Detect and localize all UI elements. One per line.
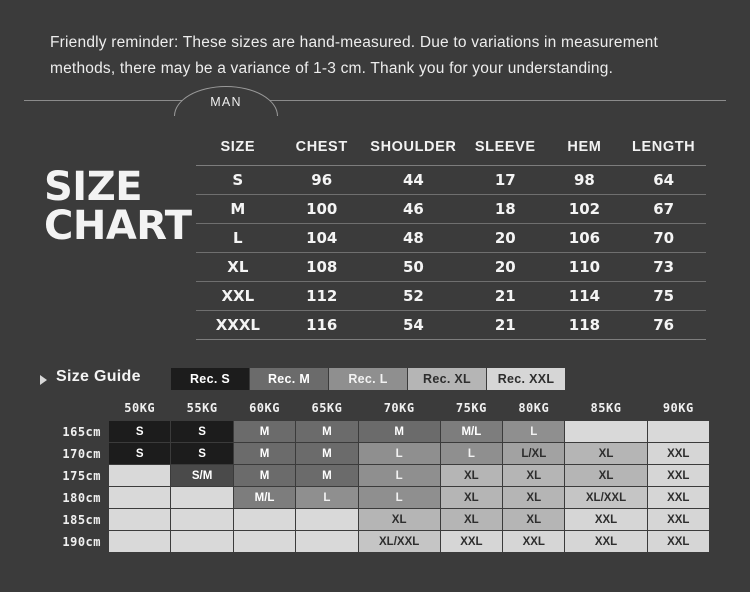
- cell-shoulder: 46: [364, 195, 463, 224]
- measurements-table-body: [196, 166, 706, 340]
- size-recommendation-cell: XL: [358, 509, 440, 531]
- cell-length: 67: [621, 195, 706, 224]
- size-recommendation-cell: XL: [440, 487, 502, 509]
- size-guide-title: Size Guide: [56, 368, 141, 385]
- rec-chip: Rec. XL: [408, 368, 486, 390]
- table-row: [196, 166, 706, 195]
- table-header-row: [196, 133, 706, 166]
- page-title: [44, 164, 204, 250]
- column-header-sleeve: SLEEVE: [463, 133, 548, 166]
- size-recommendation-cell: M/L: [233, 487, 295, 509]
- cell-length: 73: [621, 253, 706, 282]
- cell-sleeve: 18: [463, 195, 548, 224]
- size-recommendation-cell: L/XL: [503, 443, 565, 465]
- size-recommendation-cell: XL: [565, 465, 647, 487]
- cell-chest: 96: [280, 166, 364, 195]
- weight-height-grid: [40, 400, 710, 553]
- page-title-line2: CHART: [44, 203, 192, 250]
- size-guide-header: [40, 368, 720, 393]
- size-recommendation-cell: [233, 509, 295, 531]
- height-row-header: 185cm: [62, 512, 101, 527]
- cell-size: S: [196, 166, 280, 195]
- grid-row: [40, 531, 710, 553]
- size-recommendation-cell: XXL: [647, 509, 709, 531]
- weight-header-row: [40, 400, 710, 421]
- size-recommendation-cell: L: [358, 487, 440, 509]
- cell-hem: 110: [548, 253, 622, 282]
- cell-hem: 102: [548, 195, 622, 224]
- size-recommendation-cell: M: [296, 421, 358, 443]
- cell-hem: 114: [548, 282, 622, 311]
- column-header-shoulder: SHOULDER: [364, 133, 463, 166]
- size-recommendation-cell: S: [109, 421, 171, 443]
- size-recommendation-cell: XL: [503, 487, 565, 509]
- size-recommendation-cell: M/L: [440, 421, 502, 443]
- size-recommendation-cell: S/M: [171, 465, 233, 487]
- height-row-header: 175cm: [62, 468, 101, 483]
- triangle-arrow-icon: [40, 375, 47, 385]
- size-recommendation-cell: S: [109, 443, 171, 465]
- recommendation-legend: [171, 368, 566, 390]
- size-recommendation-cell: S: [171, 421, 233, 443]
- height-row-header: 170cm: [62, 446, 101, 461]
- cell-chest: 116: [280, 311, 364, 340]
- grid-row: [40, 443, 710, 465]
- size-recommendation-cell: [171, 509, 233, 531]
- size-recommendation-cell: L: [296, 487, 358, 509]
- weight-column-header: 75KG: [455, 401, 487, 415]
- column-header-size: SIZE: [196, 133, 280, 166]
- size-recommendation-cell: [233, 531, 295, 553]
- size-recommendation-cell: XL/XXL: [358, 531, 440, 553]
- size-recommendation-cell: [647, 421, 709, 443]
- size-recommendation-cell: [109, 509, 171, 531]
- section-divider: [24, 100, 726, 101]
- cell-chest: 108: [280, 253, 364, 282]
- rec-chip: Rec. S: [171, 368, 249, 390]
- cell-sleeve: 17: [463, 166, 548, 195]
- cell-hem: 106: [548, 224, 622, 253]
- cell-length: 75: [621, 282, 706, 311]
- cell-shoulder: 44: [364, 166, 463, 195]
- size-recommendation-cell: L: [358, 465, 440, 487]
- cell-hem: 118: [548, 311, 622, 340]
- size-recommendation-cell: M: [233, 443, 295, 465]
- weight-height-table: [40, 400, 710, 553]
- weight-column-header: 65KG: [311, 401, 343, 415]
- grid-row: [40, 465, 710, 487]
- rec-chip: Rec. L: [329, 368, 407, 390]
- size-recommendation-cell: S: [171, 443, 233, 465]
- weight-column-header: 70KG: [383, 401, 415, 415]
- cell-sleeve: 20: [463, 253, 548, 282]
- cell-shoulder: 48: [364, 224, 463, 253]
- size-recommendation-cell: XXL: [565, 509, 647, 531]
- table-row: [196, 253, 706, 282]
- size-recommendation-cell: XXL: [503, 531, 565, 553]
- size-recommendation-cell: L: [440, 443, 502, 465]
- size-recommendation-cell: M: [233, 421, 295, 443]
- grid-row: [40, 421, 710, 443]
- weight-column-header: 60KG: [249, 401, 280, 415]
- page-title-line1: SIZE: [44, 164, 143, 210]
- height-row-header: 165cm: [62, 424, 101, 439]
- cell-length: 70: [621, 224, 706, 253]
- weight-column-header: 80KG: [518, 401, 550, 415]
- weight-column-header: 90KG: [662, 401, 694, 415]
- measurements-table: [196, 133, 706, 340]
- cell-sleeve: 21: [463, 282, 548, 311]
- size-recommendation-cell: XXL: [647, 531, 709, 553]
- size-recommendation-cell: M: [296, 443, 358, 465]
- height-row-header: 180cm: [62, 490, 101, 505]
- size-recommendation-cell: XL: [565, 443, 647, 465]
- man-label: MAN: [210, 95, 242, 109]
- weight-height-table-body: [40, 421, 710, 553]
- cell-size: XL: [196, 253, 280, 282]
- cell-chest: 112: [280, 282, 364, 311]
- rec-chip: Rec. XXL: [487, 368, 565, 390]
- size-recommendation-cell: XL: [440, 465, 502, 487]
- table-row: [196, 195, 706, 224]
- size-recommendation-cell: M: [358, 421, 440, 443]
- cell-length: 64: [621, 166, 706, 195]
- table-row: [196, 311, 706, 340]
- cell-length: 76: [621, 311, 706, 340]
- cell-shoulder: 50: [364, 253, 463, 282]
- size-recommendation-cell: XXL: [647, 487, 709, 509]
- size-recommendation-cell: [171, 531, 233, 553]
- weight-column-header: 85KG: [590, 401, 622, 415]
- cell-size: M: [196, 195, 280, 224]
- size-recommendation-cell: XL: [503, 465, 565, 487]
- size-recommendation-cell: XXL: [647, 465, 709, 487]
- size-recommendation-cell: [171, 487, 233, 509]
- size-recommendation-cell: [296, 509, 358, 531]
- table-row: [196, 282, 706, 311]
- size-recommendation-cell: M: [296, 465, 358, 487]
- size-recommendation-cell: M: [233, 465, 295, 487]
- grid-row: [40, 487, 710, 509]
- grid-corner-cell: [40, 400, 109, 421]
- cell-chest: 100: [280, 195, 364, 224]
- column-header-chest: CHEST: [280, 133, 364, 166]
- cell-sleeve: 21: [463, 311, 548, 340]
- size-recommendation-cell: [565, 421, 647, 443]
- grid-row: [40, 509, 710, 531]
- size-recommendation-cell: L: [503, 421, 565, 443]
- cell-sleeve: 20: [463, 224, 548, 253]
- size-recommendation-cell: XXL: [565, 531, 647, 553]
- man-category-tab: [174, 86, 278, 116]
- friendly-reminder-text: Friendly reminder: These sizes are hand-measured. Due to variations in measurement methods, there may be a variance of 1-3 cm. Thank you for your understanding.: [50, 34, 658, 77]
- rec-chip: Rec. M: [250, 368, 328, 390]
- table-row: [196, 224, 706, 253]
- weight-column-header: 55KG: [186, 401, 218, 415]
- cell-size: L: [196, 224, 280, 253]
- size-recommendation-cell: L: [358, 443, 440, 465]
- size-recommendation-cell: [296, 531, 358, 553]
- size-recommendation-cell: [109, 465, 171, 487]
- size-recommendation-cell: [109, 531, 171, 553]
- height-row-header: 190cm: [62, 534, 101, 549]
- size-recommendation-cell: XL: [503, 509, 565, 531]
- size-recommendation-cell: XXL: [440, 531, 502, 553]
- size-recommendation-cell: XXL: [647, 443, 709, 465]
- cell-size: XXXL: [196, 311, 280, 340]
- weight-column-header: 50KG: [124, 401, 156, 415]
- size-recommendation-cell: XL: [440, 509, 502, 531]
- cell-shoulder: 54: [364, 311, 463, 340]
- cell-size: XXL: [196, 282, 280, 311]
- cell-shoulder: 52: [364, 282, 463, 311]
- column-header-length: LENGTH: [621, 133, 706, 166]
- size-recommendation-cell: [109, 487, 171, 509]
- cell-chest: 104: [280, 224, 364, 253]
- size-recommendation-cell: XL/XXL: [565, 487, 647, 509]
- cell-hem: 98: [548, 166, 622, 195]
- column-header-hem: HEM: [548, 133, 622, 166]
